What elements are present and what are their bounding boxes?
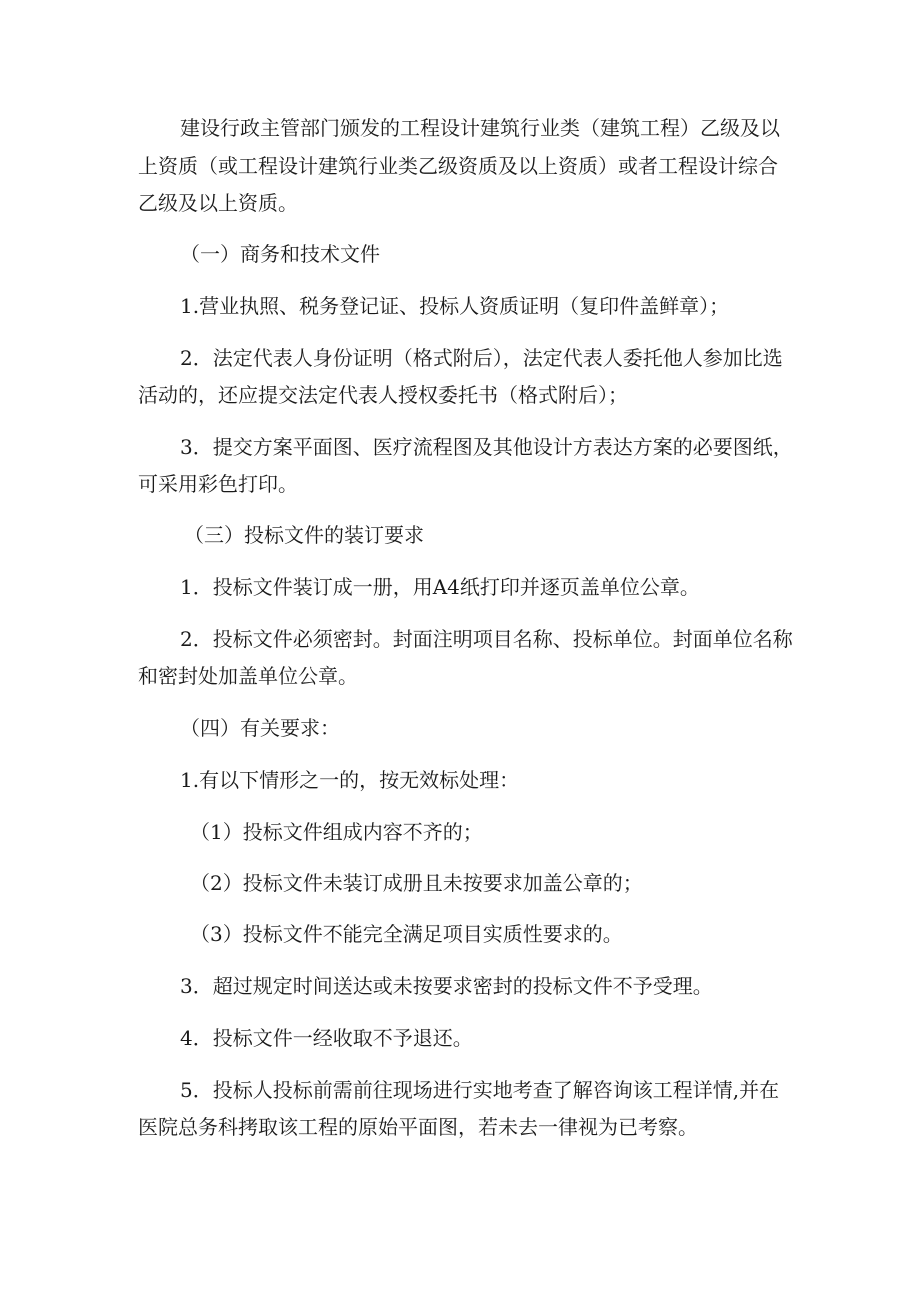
item-binding-2-line-1: 2．投标文件必须密封。封面注明项目名称、投标单位。封面单位名称 (180, 627, 793, 651)
item-site-visit-line-1: 5．投标人投标前需前往现场进行实地考查了解咨询该工程详情,并在 (180, 1078, 780, 1102)
item-invalid-bid: 1.有以下情形之一的，按无效标处理： (180, 768, 520, 792)
para-qualification-line-3: 乙级及以上资质。 (138, 191, 298, 215)
section-heading-binding: （三）投标文件的装订要求 (184, 523, 424, 547)
item-binding-1: 1．投标文件装订成一册，用A4纸打印并逐页盖单位公章。 (180, 575, 700, 599)
subitem-invalid-2: （2）投标文件未装订成册且未按要求加盖公章的； (190, 871, 643, 895)
para-qualification-line-1: 建设行政主管部门颁发的工程设计建筑行业类（建筑工程）乙级及以 (180, 116, 780, 140)
item-license: 1.营业执照、税务登记证、投标人资质证明（复印件盖鲜章）； (180, 294, 730, 318)
item-plans-line-1: 3．提交方案平面图、医疗流程图及其他设计方表达方案的必要图纸， (180, 435, 793, 459)
item-plans-line-2: 可采用彩色打印。 (138, 472, 298, 496)
section-heading-requirements: （四）有关要求： (180, 716, 340, 740)
subitem-invalid-3: （3）投标文件不能完全满足项目实质性要求的。 (190, 922, 623, 946)
subitem-invalid-1: （1）投标文件组成内容不齐的； (190, 820, 483, 844)
item-binding-2-line-2: 和密封处加盖单位公章。 (138, 664, 358, 688)
section-heading-business-technical: （一）商务和技术文件 (180, 242, 380, 266)
item-site-visit-line-2: 医院总务科拷取该工程的原始平面图，若未去一律视为已考察。 (138, 1115, 698, 1139)
item-legal-rep-line-1: 2．法定代表人身份证明（格式附后），法定代表人委托他人参加比选 (180, 346, 783, 370)
item-legal-rep-line-2: 活动的，还应提交法定代表人授权委托书（格式附后）； (138, 383, 628, 407)
para-qualification-line-2: 上资质（或工程设计建筑行业类乙级资质及以上资质）或者工程设计综合 (138, 154, 778, 178)
item-late-submission: 3．超过规定时间送达或未按要求密封的投标文件不予受理。 (180, 974, 713, 998)
item-no-return: 4．投标文件一经收取不予退还。 (180, 1026, 473, 1050)
